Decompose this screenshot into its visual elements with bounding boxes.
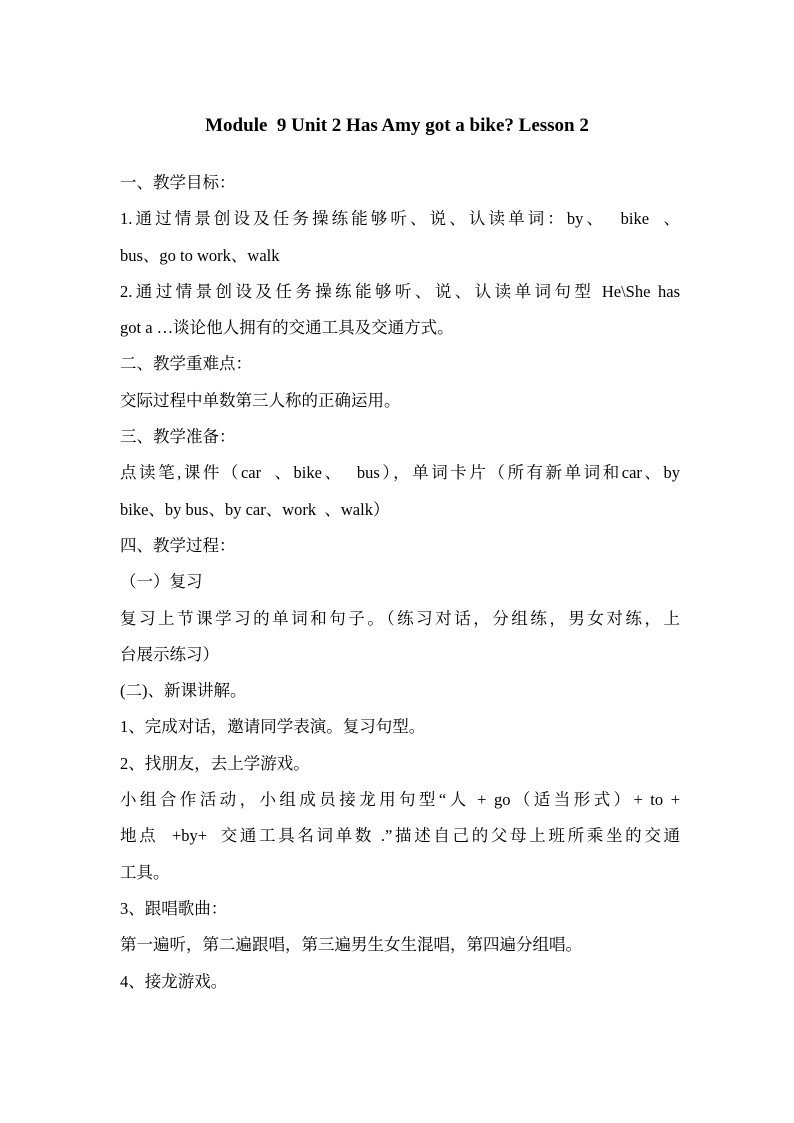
section-heading-preparation: 三、教学准备： <box>120 427 236 447</box>
key-points-text: 交际过程中单数第三人称的正确运用。 <box>120 390 401 410</box>
review-line-1: 复习上节课学习的单词和句子。（练习对话，分组练，男女对练，上 <box>120 608 680 628</box>
step-3: 3、跟唱歌曲： <box>120 898 228 918</box>
objective-2-line-1: 2.通过情景创设及任务操练能够听、说、认读单词句型 He\She has <box>120 281 680 301</box>
document-body <box>120 165 680 1000</box>
preparation-line-1: 点读笔,课件（car 、bike、 bus），单词卡片（所有新单词和car、by <box>120 463 680 483</box>
group-activity-line-3: 工具。 <box>120 862 170 882</box>
step-1: 1、完成对话，邀请同学表演。复习句型。 <box>120 717 426 737</box>
step-2: 2、找朋友，去上学游戏。 <box>120 753 310 773</box>
document-title: Module 9 Unit 2 Has Amy got a bike? Lesson 2 <box>205 115 589 136</box>
subheading-new-lesson: (二)、新课讲解。 <box>120 681 247 701</box>
preparation-line-2: bike、by bus、by car、work 、walk） <box>120 499 390 519</box>
section-heading-process: 四、教学过程： <box>120 535 236 555</box>
group-activity-line-1: 小组合作活动，小组成员接龙用句型“人 + go（适当形式）+ to + <box>120 790 680 810</box>
section-heading-key-points: 二、教学重难点： <box>120 354 252 374</box>
review-line-2: 台展示练习） <box>120 644 219 664</box>
objective-1-line-2: bus、go to work、walk <box>120 245 280 265</box>
step-4: 4、接龙游戏。 <box>120 971 228 991</box>
group-activity-line-2: 地点 +by+ 交通工具名词单数 .”描述自己的父母上班所乘坐的交通 <box>120 826 680 846</box>
objective-1-line-1: 1.通过情景创设及任务操练能够听、说、认读单词：by、 bike 、 <box>120 209 680 229</box>
section-heading-objectives: 一、教学目标： <box>120 173 236 192</box>
song-steps: 第一遍听，第二遍跟唱，第三遍男生女生混唱，第四遍分组唱。 <box>120 935 582 955</box>
objective-2-line-2: got a …谈论他人拥有的交通工具及交通方式。 <box>120 318 454 338</box>
subheading-review: （一）复习 <box>120 572 203 592</box>
